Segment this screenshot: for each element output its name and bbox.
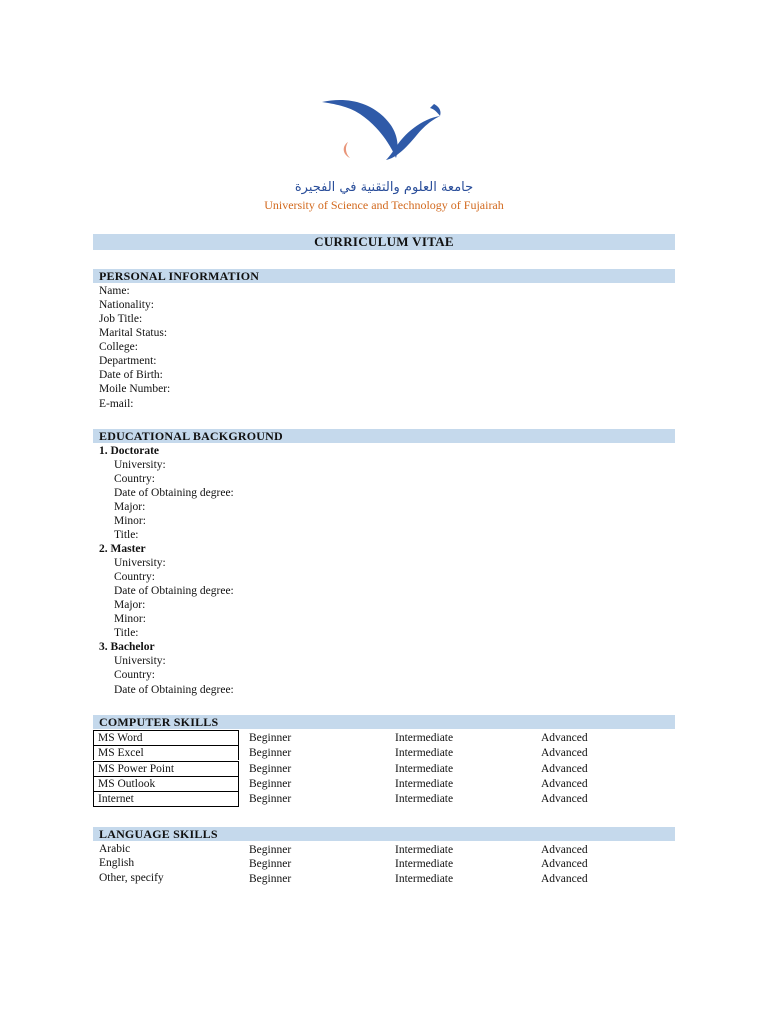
- level-beginner: Beginner: [249, 732, 292, 744]
- field-label: Date of Birth:: [99, 369, 163, 381]
- skill-label: MS Word: [93, 730, 239, 745]
- level-advanced: Advanced: [541, 844, 588, 856]
- level-advanced: Advanced: [541, 732, 588, 744]
- level-beginner: Beginner: [249, 858, 292, 870]
- section-heading-language: LANGUAGE SKILLS: [93, 827, 675, 841]
- skill-label: MS Power Point: [93, 761, 239, 776]
- level-advanced: Advanced: [541, 763, 588, 775]
- university-logo: [320, 96, 450, 166]
- section-heading-personal: PERSONAL INFORMATION: [93, 269, 675, 283]
- field-label: Major:: [114, 599, 146, 611]
- level-advanced: Advanced: [541, 873, 588, 885]
- university-name-english: University of Science and Technology of Fujairah: [264, 198, 504, 212]
- level-advanced: Advanced: [541, 858, 588, 870]
- level-intermediate: Intermediate: [395, 763, 454, 775]
- skill-label: Internet: [93, 791, 239, 807]
- field-label: Country:: [114, 571, 155, 583]
- field-label: Marital Status:: [99, 327, 168, 339]
- section-heading-computer: COMPUTER SKILLS: [93, 715, 675, 729]
- field-label: Department:: [99, 355, 157, 367]
- skill-label: MS Excel: [93, 745, 239, 760]
- level-intermediate: Intermediate: [395, 844, 454, 856]
- level-intermediate: Intermediate: [395, 873, 454, 885]
- level-intermediate: Intermediate: [395, 778, 454, 790]
- field-label: University:: [114, 557, 166, 569]
- language-label: Other, specify: [99, 872, 164, 884]
- document-title: CURRICULUM VITAE: [93, 234, 675, 250]
- field-label: E-mail:: [99, 398, 134, 410]
- field-label: Minor:: [114, 613, 146, 625]
- language-label: English: [99, 857, 135, 869]
- level-intermediate: Intermediate: [395, 747, 454, 759]
- field-label: Country:: [114, 669, 155, 681]
- level-beginner: Beginner: [249, 844, 292, 856]
- field-label: Country:: [114, 473, 155, 485]
- degree-title: 3. Bachelor: [99, 641, 155, 653]
- level-beginner: Beginner: [249, 778, 292, 790]
- field-label: Name:: [99, 285, 130, 297]
- field-label: Minor:: [114, 515, 146, 527]
- field-label: Major:: [114, 501, 146, 513]
- degree-title: 1. Doctorate: [99, 445, 160, 457]
- field-label: Job Title:: [99, 313, 143, 325]
- university-name-arabic: جامعة العلوم والتقنية في الفجيرة: [294, 180, 474, 195]
- field-label: Title:: [114, 627, 139, 639]
- degree-title: 2. Master: [99, 543, 146, 555]
- level-intermediate: Intermediate: [395, 793, 454, 805]
- skill-label: MS Outlook: [93, 776, 239, 791]
- level-beginner: Beginner: [249, 793, 292, 805]
- level-beginner: Beginner: [249, 747, 292, 759]
- language-label: Arabic: [99, 843, 131, 855]
- level-advanced: Advanced: [541, 778, 588, 790]
- field-label: Title:: [114, 529, 139, 541]
- field-label: University:: [114, 459, 166, 471]
- field-label: Moile Number:: [99, 383, 171, 395]
- field-label: Date of Obtaining degree:: [114, 684, 234, 696]
- level-beginner: Beginner: [249, 763, 292, 775]
- field-label: Date of Obtaining degree:: [114, 585, 234, 597]
- section-heading-education: EDUCATIONAL BACKGROUND: [93, 429, 675, 443]
- level-advanced: Advanced: [541, 747, 588, 759]
- field-label: Date of Obtaining degree:: [114, 487, 234, 499]
- level-intermediate: Intermediate: [395, 732, 454, 744]
- field-label: University:: [114, 655, 166, 667]
- field-label: Nationality:: [99, 299, 154, 311]
- level-beginner: Beginner: [249, 873, 292, 885]
- level-advanced: Advanced: [541, 793, 588, 805]
- field-label: College:: [99, 341, 138, 353]
- level-intermediate: Intermediate: [395, 858, 454, 870]
